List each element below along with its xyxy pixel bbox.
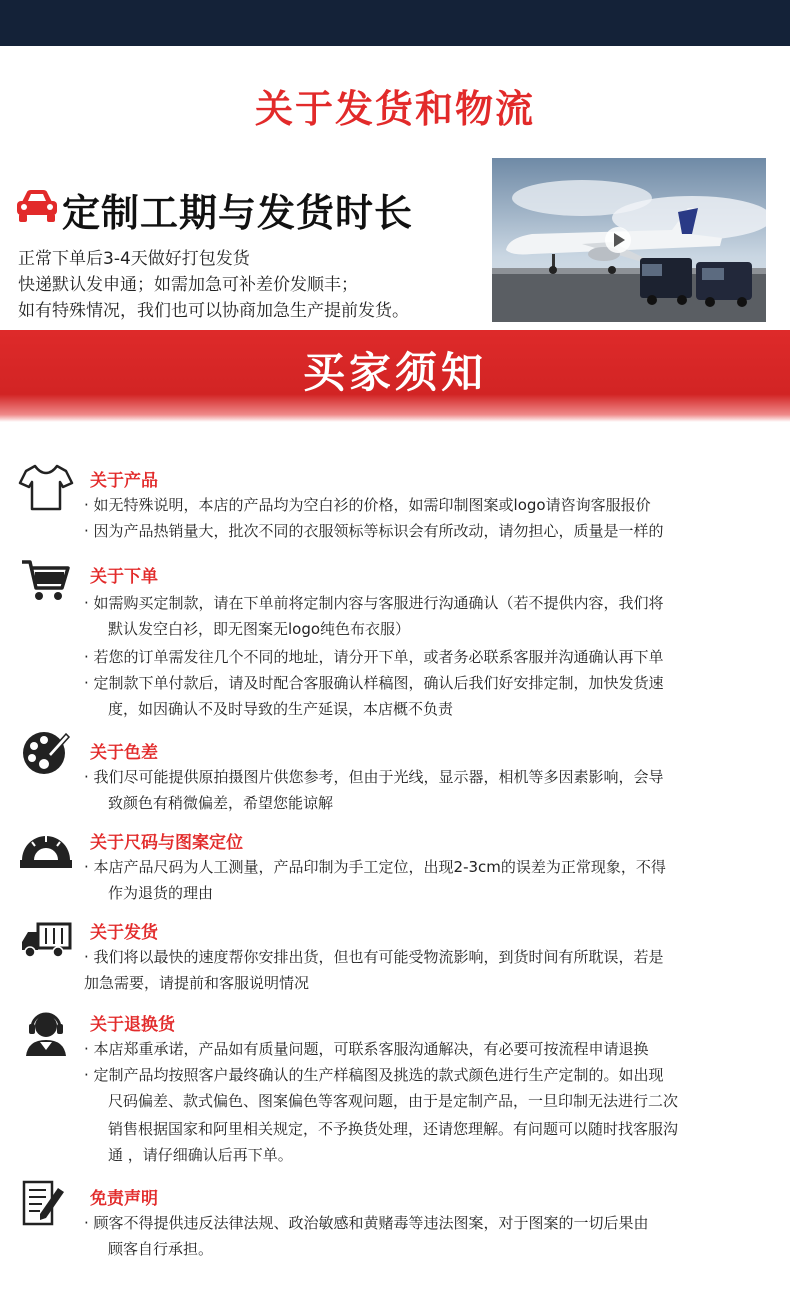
banner-title: 买家须知: [302, 348, 487, 397]
section-line: · 顾客不得提供违反法律法规、政治敏感和黄赌毒等违法图案，对于图案的一切后果由: [84, 1214, 649, 1232]
section-line: 顾客自行承担。: [108, 1240, 214, 1258]
section-title: 关于产品: [90, 471, 158, 491]
section-line: · 如无特殊说明，本店的产品均为空白衫的价格，如需印制图案或logo请咨询客服报价: [84, 496, 651, 514]
truck-icon: [18, 912, 74, 962]
section-line: · 定制款下单付款后，请及时配合客服确认样稿图，确认后我们好安排定制，加快发货速: [84, 674, 664, 692]
section-line: · 因为产品热销量大，批次不同的衣服领标等标识会有所改动，请勿担心，质量是一样的: [84, 522, 664, 540]
shipping-subtitle: 定制工期与发货时长: [62, 191, 414, 235]
section-line: 作为退货的理由: [108, 884, 214, 902]
section-line: · 本店郑重承诺，产品如有质量问题，可联系客服沟通解决，有必要可按流程申请退换: [84, 1040, 649, 1058]
section-title: 关于尺码与图案定位: [90, 833, 243, 853]
shipping-line: 如有特殊情况，我们也可以协商加急生产提前发货。: [18, 301, 409, 321]
document-pen-icon: [18, 1178, 74, 1228]
section-title: 关于色差: [90, 743, 158, 763]
top-bar: [0, 0, 790, 46]
section-line: · 本店产品尺码为人工测量，产品印制为手工定位，出现2-3cm的误差为正常现象，不得: [84, 858, 666, 876]
section-title: 免责声明: [90, 1189, 158, 1209]
section-line: 度，如因确认不及时导致的生产延误，本店概不负责: [108, 700, 454, 718]
section-line: 尺码偏差、款式偏色、图案偏色等客观问题，由于是定制产品，一旦印制无法进行二次: [108, 1092, 679, 1110]
ruler-icon: [18, 822, 74, 872]
tshirt-icon: [18, 462, 74, 512]
shipping-line: 快递默认发申通；如需加急可补差价发顺丰；: [18, 275, 358, 295]
section-line: 加急需要，请提前和客服说明情况: [84, 974, 310, 992]
headset-icon: [18, 1006, 74, 1056]
car-icon: [14, 186, 60, 226]
section-line: · 定制产品均按照客户最终确认的生产样稿图及挑选的款式颜色进行生产定制的。如出现: [84, 1066, 664, 1084]
section-line: 默认发空白衫，即无图案无logo纯色布衣服）: [108, 620, 411, 638]
section-line: · 如需购买定制款，请在下单前将定制内容与客服进行沟通确认（若不提供内容，我们将: [84, 594, 664, 612]
page-title: 关于发货和物流: [254, 87, 535, 131]
section-line: 致颜色有稍微偏差，希望您能谅解: [108, 794, 334, 812]
shipping-line: 正常下单后3-4天做好打包发货: [18, 249, 250, 269]
section-line: · 我们尽可能提供原拍摄图片供您参考，但由于光线，显示器，相机等多因素影响，会导: [84, 768, 664, 786]
section-line: · 若您的订单需发往几个不同的地址，请分开下单，或者务必联系客服并沟通确认再下单: [84, 648, 664, 666]
cart-icon: [18, 556, 74, 606]
section-line: 通 ，请仔细确认后再下单。: [108, 1146, 293, 1164]
section-line: 销售根据国家和阿里相关规定，不予换货处理，还请您理解。有问题可以随时找客服沟: [108, 1120, 679, 1138]
section-title: 关于退换货: [90, 1015, 175, 1035]
airplane-photo: [492, 158, 766, 322]
section-line: · 我们将以最快的速度帮你安排出货，但也有可能受物流影响，到货时间有所耽误，若是: [84, 948, 664, 966]
section-title: 关于发货: [90, 923, 158, 943]
section-title: 关于下单: [90, 567, 158, 587]
palette-icon: [18, 728, 74, 778]
